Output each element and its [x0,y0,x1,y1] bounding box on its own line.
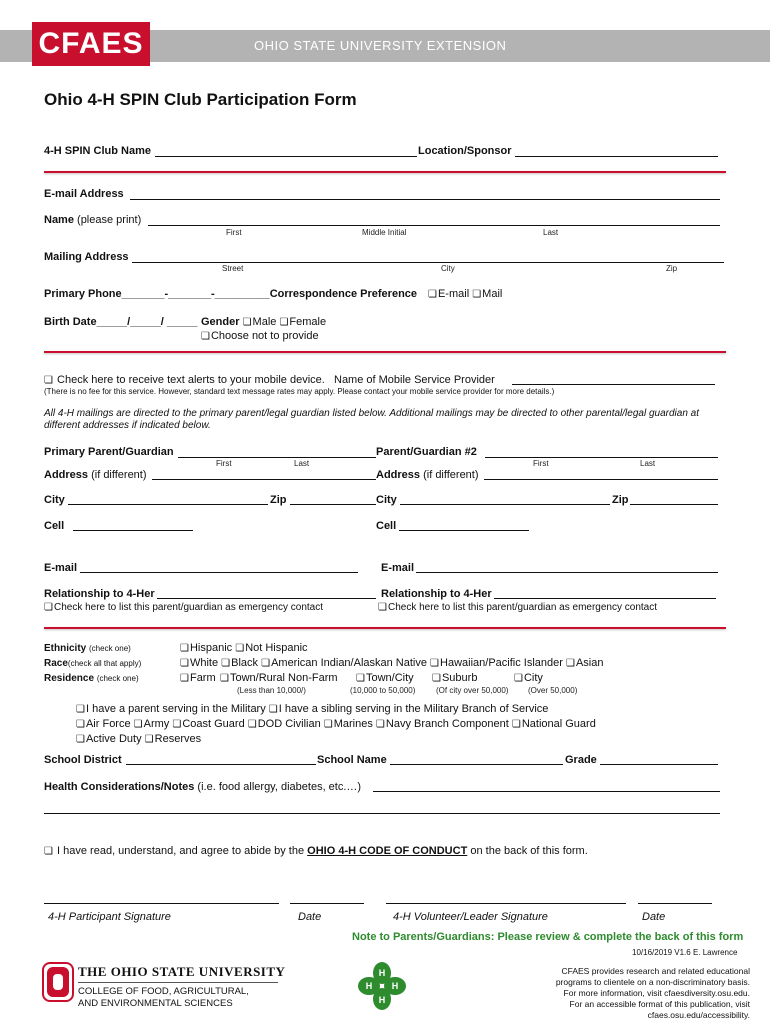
form-title: Ohio 4-H SPIN Club Participation Form [44,90,357,109]
checkbox-icon[interactable]: ❏ [221,658,231,669]
svg-text:H: H [378,968,386,978]
name-field[interactable] [148,225,720,226]
ethnicity-not-hispanic: Not Hispanic [245,642,308,654]
school-district-field[interactable] [126,764,316,765]
club-name-field[interactable] [155,156,417,157]
guardian2-address-label: Address [376,469,421,481]
checkbox-icon[interactable]: ❏ [180,673,189,684]
checkbox-icon[interactable]: ❏ [180,658,189,669]
guardian1-name-field[interactable] [178,457,376,458]
health-field[interactable] [373,791,720,792]
section-divider [44,171,726,173]
branch-dod: DOD Civilian [257,718,321,730]
residence-label: Residence [44,673,95,684]
mailing-city-caption: City [441,264,455,273]
guardian2-first-caption: First [533,459,549,468]
checkbox-icon[interactable]: ❏ [356,673,365,684]
grade-label: Grade [565,754,597,766]
volunteer-signature-field[interactable] [386,903,626,904]
cfaes-logo: CFAES [32,22,150,66]
ethnicity-hint: (check one) [89,644,131,653]
race-white: White [189,657,219,669]
disclaimer-line: cfaes.osu.edu/accessibility. [647,1010,750,1020]
guardian1-email-field[interactable] [80,572,358,573]
date2-label: Date [642,911,666,923]
correspondence-email: E-mail [437,288,470,300]
residence-town: Town/City [365,672,414,684]
military-parent: I have a parent serving in the Military [85,703,266,715]
banner-text: OHIO STATE UNIVERSITY EXTENSION [254,38,507,53]
parents-note: Note to Parents/Guardians: Please review & complete the back of this form [352,931,744,943]
gender-none: Choose not to provide [210,330,319,342]
date2-field[interactable] [638,903,712,904]
gender-male: Male [252,316,277,328]
guardian2-label: Parent/Guardian #2 [376,446,477,458]
college-line-1: COLLEGE OF FOOD, AGRICULTURAL, [78,986,249,997]
guardian2-emergency-label: Check here to list this parent/guardian as emergency contact [387,602,658,613]
checkbox-icon[interactable]: ❏ [242,317,252,328]
disclaimer [468,966,750,1021]
guardian2-address-field[interactable] [484,479,718,480]
school-name-field[interactable] [390,764,563,765]
guardian2-relationship-field[interactable] [494,598,716,599]
mailing-field[interactable] [132,262,724,263]
health-field-2[interactable] [44,813,720,814]
agreement-post: on the back of this form. [470,845,588,857]
guardian2-zip-label: Zip [612,494,629,506]
checkbox-icon[interactable]: ❏ [76,719,85,730]
checkbox-icon[interactable]: ❏ [268,704,278,715]
checkbox-icon[interactable]: ❏ [247,719,257,730]
race-hint: (check all that apply) [67,659,142,668]
guardian2-email-label: E-mail [381,562,415,574]
guardian1-address-hint: (if different) [91,469,147,481]
mailing-zip-caption: Zip [666,264,678,273]
checkbox-icon[interactable]: ❏ [472,289,482,300]
guardian1-label: Primary Parent/Guardian [44,446,174,458]
guardian1-first-caption: First [216,459,232,468]
branch-navy: Navy Branch Component [385,718,509,730]
guardian2-city-label: City [376,494,397,506]
grade-field[interactable] [600,764,718,765]
code-of-conduct-link[interactable]: OHIO 4-H CODE OF CONDUCT [307,845,468,857]
guardian1-zip-field[interactable] [290,504,376,505]
mailing-note: All 4-H mailings are directed to the primary parent/legal guardian listed below. Additional mailings may be directed to other parental/legal guardian at different addresses if indicated below. [44,408,699,431]
email-label: E-mail Address [44,188,124,200]
name-middle-caption: Middle Initial [362,228,407,237]
checkbox-icon[interactable]: ❏ [76,704,85,715]
race-american-indian: American Indian/Alaskan Native [271,657,427,669]
provider-label: Name of Mobile Service Provider [334,374,495,386]
checkbox-icon[interactable]: ❏ [378,602,387,613]
checkbox-icon[interactable]: ❏ [76,734,85,745]
name-last-caption: Last [543,228,559,237]
race-label: Race [44,658,68,669]
guardian2-last-caption: Last [640,459,656,468]
text-alerts-note: (There is no fee for this service. However, standard text message rates may apply. Please contact your mobile service provider for more details.) [44,387,555,396]
guardian1-relationship-label: Relationship to 4-Her [44,588,155,600]
race-hawaiian: Hawaiian/Pacific Islander [440,657,563,669]
guardian2-email-field[interactable] [416,572,718,573]
guardian1-cell-label: Cell [44,520,65,532]
checkbox-icon[interactable]: ❏ [430,658,440,669]
correspondence-label: Correspondence Preference [269,288,418,300]
participant-signature-label: 4-H Participant Signature [48,911,171,923]
provider-field[interactable] [512,384,715,385]
section-divider [44,627,726,629]
phone-label: Primary Phone [44,288,122,300]
guardian2-relationship-label: Relationship to 4-Her [381,588,492,600]
residence-city: City [523,672,543,684]
checkbox-icon[interactable]: ❏ [235,643,245,654]
disclaimer-line: For more information, visit cfaesdiversity.osu.edu. [563,988,750,998]
military-sibling: I have a sibling serving in the Military Branch of Service [278,703,549,715]
checkbox-icon[interactable]: ❏ [44,375,53,386]
checkbox-icon[interactable]: ❏ [201,331,210,342]
date1-label: Date [298,911,322,923]
guardian2-name-field[interactable] [485,457,718,458]
checkbox-icon[interactable]: ❏ [279,317,289,328]
mailing-label: Mailing Address [44,251,129,263]
four-h-clover-logo [356,960,408,1012]
club-name-label: 4-H SPIN Club Name [44,145,151,157]
college-line-2: AND ENVIRONMENTAL SCIENCES [78,998,233,1009]
location-field[interactable] [515,156,718,157]
guardian2-zip-field[interactable] [630,504,718,505]
residence-note-3: (Of city over 50,000) [436,686,509,695]
version-text: 10/16/2019 V1.6 E. Lawrence [632,948,738,957]
branch-coast-guard: Coast Guard [182,718,245,730]
text-alerts-label: Check here to receive text alerts to your mobile device. [57,374,325,386]
phone-field[interactable]: _______-_______-_________ [121,288,270,300]
school-district-label: School District [44,754,122,766]
gender-female: Female [289,316,327,328]
checkbox-icon[interactable]: ❏ [220,673,229,684]
checkbox-icon[interactable]: ❏ [172,719,182,730]
name-label: Name [44,214,74,226]
email-field[interactable] [130,199,720,200]
name-first-caption: First [226,228,242,237]
branch-reserves: Reserves [154,733,202,745]
guardian2-cell-field[interactable] [399,530,529,531]
birth-label: Birth Date [44,316,97,328]
guardian2-address-hint: (if different) [423,469,479,481]
ethnicity-hispanic: Hispanic [189,642,233,654]
residence-suburb: Suburb [441,672,478,684]
guardian2-city-field[interactable] [400,504,610,505]
guardian1-address-field[interactable] [152,479,376,480]
branch-national-guard: National Guard [521,718,596,730]
checkbox-icon[interactable]: ❏ [514,673,523,684]
checkbox-icon[interactable]: ❏ [261,658,271,669]
guardian1-zip-label: Zip [270,494,287,506]
guardian1-last-caption: Last [294,459,310,468]
guardian1-address-label: Address [44,469,89,481]
checkbox-icon[interactable]: ❏ [44,846,53,857]
checkbox-icon[interactable]: ❏ [511,719,521,730]
guardian1-city-field[interactable] [68,504,268,505]
branch-marines: Marines [333,718,373,730]
svg-text:H: H [378,995,386,1005]
disclaimer-line: CFAES provides research and related educational [561,966,750,976]
checkbox-icon[interactable]: ❏ [44,602,53,613]
residence-rural: Town/Rural Non-Farm [229,672,338,684]
race-asian: Asian [575,657,604,669]
school-name-label: School Name [317,754,387,766]
checkbox-icon[interactable]: ❏ [428,289,437,300]
branch-army: Army [143,718,170,730]
disclaimer-line: For an accessible format of this publication, visit [569,999,750,1009]
residence-farm: Farm [189,672,216,684]
checkbox-icon[interactable]: ❏ [375,719,385,730]
health-hint: (i.e. food allergy, diabetes, etc.…) [197,781,362,793]
location-label: Location/Sponsor [418,145,512,157]
checkbox-icon[interactable]: ❏ [565,658,575,669]
guardian1-relationship-field[interactable] [157,598,376,599]
guardian1-email-label: E-mail [44,562,78,574]
disclaimer-line: programs to clientele on a non-discriminatory basis. [555,977,750,987]
residence-note-1: (Less than 10,000/) [237,686,306,695]
osu-name: THE OHIO STATE UNIVERSITY [78,964,286,979]
correspondence-mail: Mail [482,288,503,300]
participant-signature-field[interactable] [44,903,279,904]
section-divider [44,351,726,353]
block-o-logo [42,962,74,1002]
name-hint: (please print) [77,214,142,226]
checkbox-icon[interactable]: ❏ [133,719,143,730]
checkbox-icon[interactable]: ❏ [180,643,189,654]
gender-label: Gender [201,316,240,328]
volunteer-signature-label: 4-H Volunteer/Leader Signature [393,911,548,923]
branch-air-force: Air Force [85,718,131,730]
health-label: Health Considerations/Notes [44,781,195,793]
residence-note-4: (Over 50,000) [528,686,578,695]
guardian1-cell-field[interactable] [73,530,193,531]
checkbox-icon[interactable]: ❏ [323,719,333,730]
guardian1-emergency-label: Check here to list this parent/guardian as emergency contact [53,602,324,613]
race-black: Black [231,657,259,669]
mailing-street-caption: Street [222,264,244,273]
branch-active-duty: Active Duty [85,733,142,745]
svg-text:H: H [365,981,373,991]
checkbox-icon[interactable]: ❏ [432,673,441,684]
ethnicity-label: Ethnicity [44,643,87,654]
guardian2-cell-label: Cell [376,520,397,532]
birth-field[interactable]: _____/_____/ _____ [96,316,198,328]
residence-hint: (check one) [96,674,139,683]
checkbox-icon[interactable]: ❏ [144,734,154,745]
residence-note-2: (10,000 to 50,000) [350,686,416,695]
date1-field[interactable] [290,903,364,904]
agreement-text: I have read, understand, and agree to abide by the [57,845,305,857]
svg-text:H: H [391,981,399,991]
guardian1-city-label: City [44,494,65,506]
